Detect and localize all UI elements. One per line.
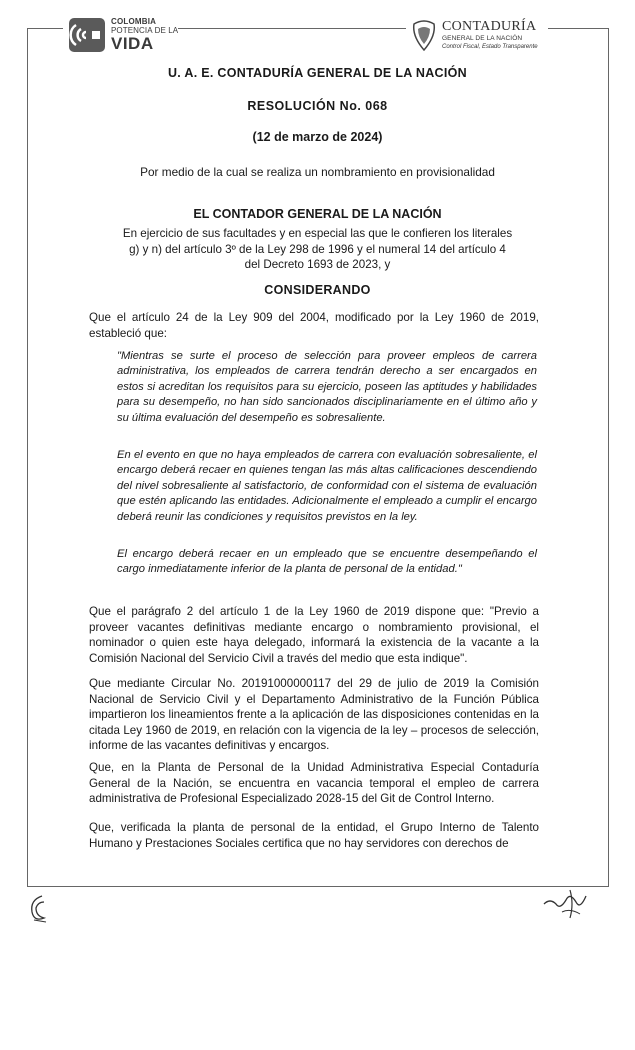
powers-paragraph — [40, 226, 595, 273]
resolution-date: (12 de marzo de 2024) — [252, 130, 383, 144]
resolution-purpose: Por medio de la cual se realiza un nombramiento en provisionalidad — [140, 165, 495, 179]
quote-paragraph-3: El encargo deberá recaer en un empleado que se encuentre desempeñando el cargo inmediatamente inferior de la planta de personal de la entidad." — [117, 548, 537, 576]
page-border-top — [548, 28, 608, 29]
paragraph-ley-909: Que el artículo 24 de la Ley 909 del 2004, modificado por la Ley 1960 de 2019, estableció que: — [89, 311, 539, 340]
paragraph-paragrafo-2: Que el parágrafo 2 del artículo 1 de la Ley 1960 de 2019 dispone que: "Previo a proveer vacantes definitivas mediante encargo o nombramiento provisional, el nominador o quien este haya delegado, informará la existencia de la vacante a la Comisión Nacional del Servicio Civil a través del medio que esta indique". — [89, 605, 539, 665]
colombia-logo-icon — [68, 17, 106, 53]
authority-heading: EL CONTADOR GENERAL DE LA NACIÓN — [193, 207, 442, 221]
logo-slogan: Control Fiscal, Estado Transparente — [442, 44, 538, 50]
contaduria-emblem-icon — [410, 20, 438, 52]
powers-line: del Decreto 1693 de 2023, y — [244, 258, 391, 272]
resolution-number: RESOLUCIÓN No. 068 — [247, 99, 388, 113]
colombia-potencia-de-la-vida-logo — [68, 15, 180, 55]
logo-text-line2: POTENCIA DE LA — [111, 26, 179, 35]
logo-text-line1: COLOMBIA — [111, 17, 157, 26]
considering-heading: CONSIDERANDO — [264, 283, 371, 297]
contaduria-logo — [410, 18, 545, 58]
quote-paragraph-1: "Mientras se surte el proceso de selección para proveer empleos de carrera administrativa, los empleados de carrera tendrán derecho a ser encargados en estos si acreditan los requisitos para su ejercicio, poseen las aptitudes y habilidades para su desempeño, no han sido sancionados disciplinariamente en el último año y su última evaluación del desempeño es sobresaliente. — [117, 350, 537, 424]
paragraph-planta: Que, en la Planta de Personal de la Unidad Administrativa Especial Contaduría General de la Nación, se encuentra en vacancia temporal el empleo de carrera administrativa de Profesional Especializado 2028-15 del Git de Control Interno. — [89, 761, 539, 806]
paragraph-circular: Que mediante Circular No. 20191000000117 del 29 de julio de 2019 la Comisión Nacional de Servicio Civil y el Departamento Administrativo de la Función Pública impartieron los lineamientos frente a la aplicación de las disposiciones contenidas en la citada Ley 1960 de 2019, en relación con la vigencia de la ley – procesos de selección, informe de las vacantes definitivas y encargos. — [89, 677, 539, 753]
logo-text-line3: VIDA — [111, 34, 154, 53]
page-border-top — [27, 28, 63, 29]
logo-text-line2: GENERAL DE LA NACIÓN — [442, 35, 523, 42]
page-border-top — [178, 28, 406, 29]
paragraph-verificada: Que, verificada la planta de personal de la entidad, el Grupo Interno de Talento Humano y Prestaciones Sociales certifica que no hay servidores con derechos de — [89, 821, 539, 850]
powers-line: En ejercicio de sus facultades y en especial las que le confieren los literales — [122, 227, 513, 240]
logo-text-line1: CONTADURÍA — [442, 19, 537, 34]
powers-line: g) y n) del artículo 3º de la Ley 298 de 1996 y el numeral 14 del artículo 4 — [129, 242, 506, 256]
entity-title: U. A. E. CONTADURÍA GENERAL DE LA NACIÓN — [167, 66, 468, 80]
handwritten-signature-right — [540, 884, 590, 924]
handwritten-initial-left — [26, 892, 52, 926]
quote-paragraph-2: En el evento en que no haya empleados de carrera con evaluación sobresaliente, el encargo deberá recaer en quienes tengan las más altas calificaciones descendiendo del nivel sobresaliente al satisfactorio, de conformidad con el sistema de evaluación que estén aplicando las entidades. Adicionalmente el empleado a cumplir el encargo deberá reunir las condiciones y requisitos previstos en la ley. — [117, 449, 537, 523]
